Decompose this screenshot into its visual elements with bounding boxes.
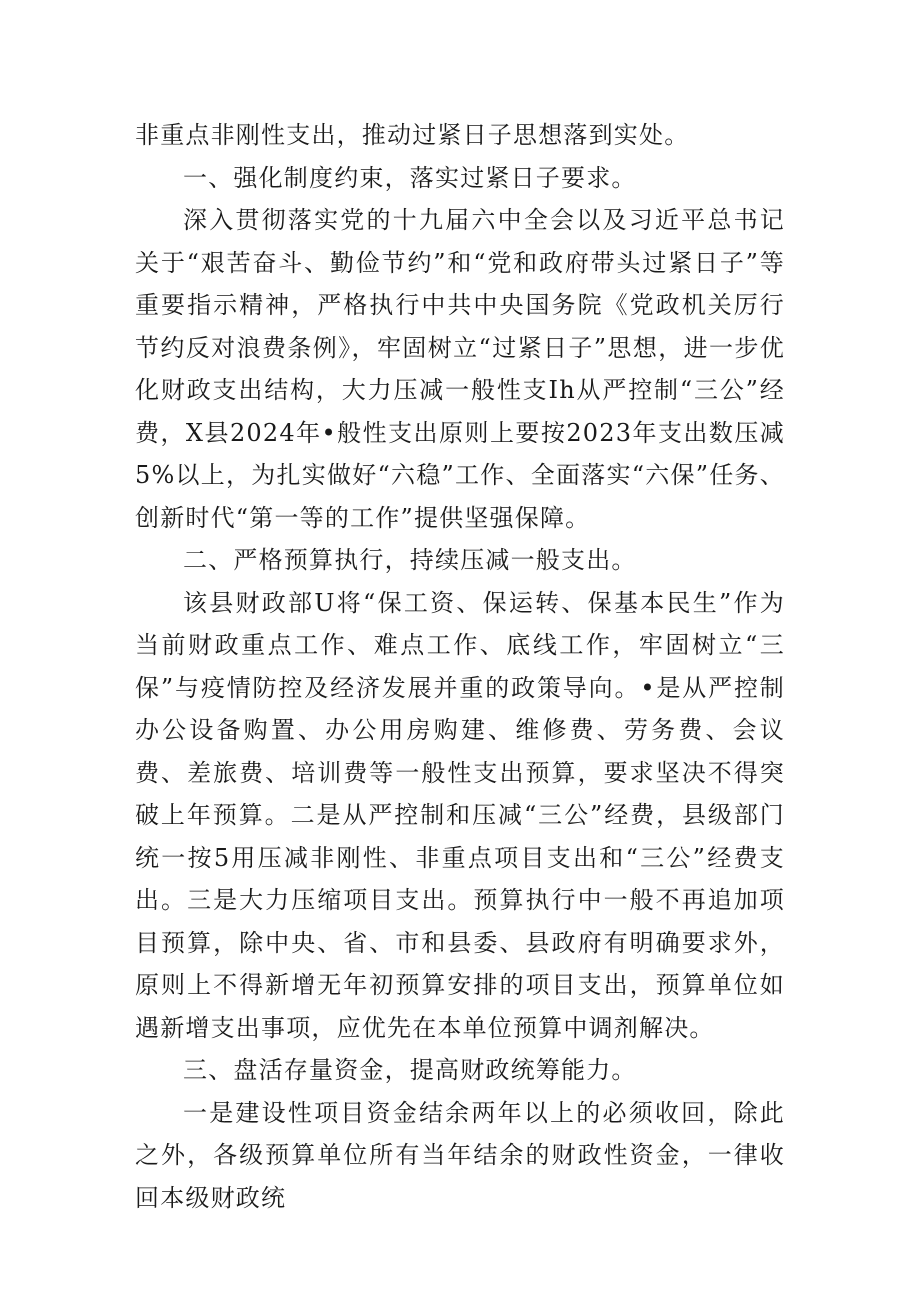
section-body-3: 一是建设性项目资金结余两年以上的必须收回，除此之外，各级预算单位所有当年结余的财政性资金，一律收回本级财政统 <box>135 1098 785 1212</box>
section-heading-3: 三、盘活存量资金，提高财政统筹能力。 <box>183 1056 637 1084</box>
paragraph-continuation: 非重点非刚性支出，推动过紧日子思想落到实处。 <box>135 121 690 149</box>
section-body-2: 该县财政部U将“保工资、保运转、保基本民生”作为当前财政重点工作、难点工作、底线工作，牢固树立“三保”与疫情防控及经济发展并重的政策导向。•是从严控制办公设备购置、办公用房购建、维修费、劳务费、会议费、差旅费、培训费等一般性支出预算，要求坚决不得突破上年预算。二是从严控制和压减“三公”经费，县级部门统一按5用压减非刚性、非重点项目支出和“三公”经费支出。三是大力压缩项目支出。预算执行中一般不再追加项目预算，除中央、省、市和县委、县政府有明确要求外，原则上不得新增无年初预算安排的项目支出，预算单位如遇新增支出事项，应优先在本单位预算中调剂解决。 <box>135 588 785 1042</box>
section-heading-1: 一、强化制度约束，落实过紧日子要求。 <box>183 163 637 192</box>
section-body-1: 深入贯彻落实党的十九届六中全会以及习近平总书记关于“艰苦奋斗、勤俭节约”和“党和政府带头过紧日子”等重要指示精神，严格执行中共中央国务院《党政机关厉行节约反对浪费条例》，牢固树立“过紧日子”思想，进一步优化财政支出结构，大力压减一般性支Ih从严控制“三公”经费，X县2024年•般性支出原则上要按2023年支出数压减5%以上，为扎实做好“六稳”工作、全面落实“六保”任务、创新时代“第一等的工作”提供坚强保障。 <box>135 206 785 532</box>
document-body <box>135 114 785 1219</box>
section-heading-2: 二、严格预算执行，持续压减一般支出。 <box>183 546 637 574</box>
